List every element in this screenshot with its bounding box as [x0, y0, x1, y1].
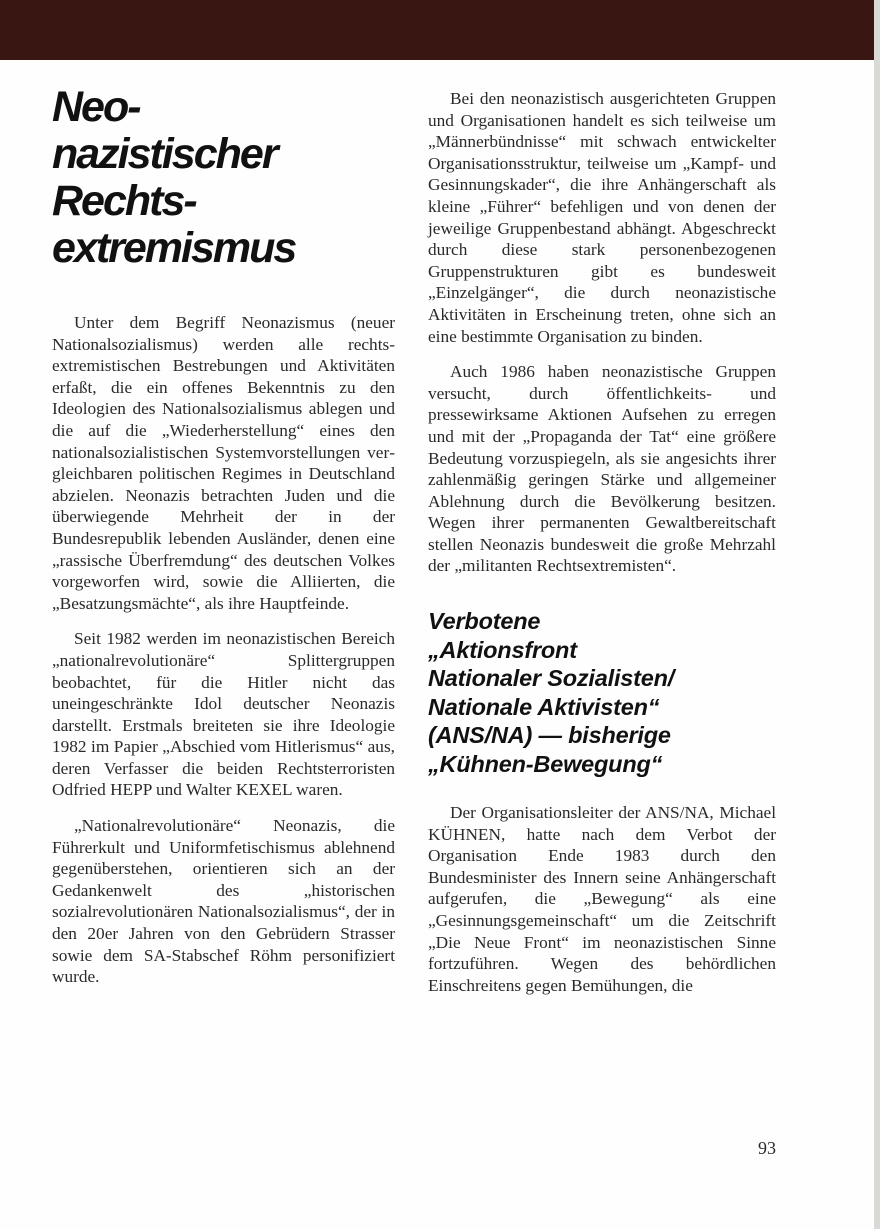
heading-line: Nationale Aktivisten“: [428, 693, 660, 720]
heading-line: Nationaler Sozialisten/: [428, 665, 675, 692]
heading-line: „Aktionsfront: [428, 636, 577, 663]
title-line: Rechts-: [52, 177, 196, 225]
title-line: extremismus: [52, 224, 296, 272]
page-number: 93: [758, 1138, 776, 1158]
page-title: [52, 84, 392, 272]
section-heading: [428, 607, 776, 778]
paragraph: „Nationalrevolutionäre“ Neonazis, die Führerkult und Uniformfetischismus ablehnend gegenüberstehen, orientieren sich an der Gedankenwelt des „historischen sozialrevolutionären Nationalsozialismus“, der in den 20er Jahren von den Gebrüdern Strasser sowie dem SA-Stabschef Röhm personifiziert wurde.: [52, 816, 395, 987]
heading-line: Verbotene: [428, 608, 541, 635]
paragraph: Unter dem Begriff Neonazismus (neuer Nationalsozialismus) werden alle rechtsextremistischen Bestrebungen und Aktivitäten erfaßt, die ein offenes Bekenntnis zu den Ideologien des Nationalsozialismus ablegen und die auf die „Wiederherstellung“ eines den nationalsozialistischen Systemvorstellungen vergleichbaren politischen Regimes in Deutschland abzielen. Neonazis betrachten Juden und die überwiegende Mehrheit der in der Bundesrepublik lebenden Ausländer, denen eine „rassische Überfremdung“ des deutschen Volkes vorgeworfen wird, sowie die Alliierten, die „Besatzungsmächte“, als ihre Hauptfeinde.: [52, 313, 395, 613]
left-column: [52, 312, 395, 1002]
right-column: [428, 88, 776, 1010]
paragraph: Bei den neonazistisch ausgerichteten Gruppen und Organisationen handelt es sich teilweise um „Männerbündnisse“ mit schwach entwickelter Organisationsstruktur, teilweise um „Kampf- und Gesinnungskader“, die ihre Anhängerschaft als kleine „Führer“ befehligen und von denen der jeweilige Gruppenbestand abhängt. Abgeschreckt durch diese stark personenbezogenen Gruppenstrukturen gibt es bundesweit „Einzelgänger“, die durch neonazistische Aktivitäten in Erscheinung treten, ohne sich an eine bestimmte Organisation zu binden.: [428, 89, 776, 346]
title-line: nazistischer: [52, 130, 277, 178]
paragraph: Der Organisationsleiter der ANS/NA, Michael KÜHNEN, hatte nach dem Verbot der Organisation Ende 1983 durch den Bundesminister des Innern seine Anhängerschaft aufgerufen, die „Bewegung“ als eine „Gesinnungsgemeinschaft“ um die Zeitschrift „Die Neue Front“ im neonazistischen Sinne fortzuführen. Wegen des behördlichen Einschreitens gegen Bemühungen, die: [428, 803, 776, 995]
heading-line: (ANS/NA) — bisherige: [428, 722, 671, 749]
heading-line: „Kühnen-Bewegung“: [428, 750, 663, 777]
paragraph: Auch 1986 haben neonazistische Gruppen versucht, durch öffentlichkeits- und pressewirksame Aktionen Aufsehen zu erregen und mit der „Propaganda der Tat“ eine größere Bedeutung vorzuspiegeln, als sie angesichts ihrer zahlenmäßig geringen Stärke und allgemeiner Ablehnung durch die Bevölkerung besitzen. Wegen ihrer permanenten Gewaltbereitschaft stellen Neonazis bundesweit die große Mehrzahl der „militanten Rechtsextremisten“.: [428, 362, 776, 576]
header-bar: [0, 0, 874, 60]
page-edge: [874, 0, 880, 1229]
title-line: Neo-: [52, 83, 140, 131]
paragraph: Seit 1982 werden im neonazistischen Bereich „nationalrevolutionäre“ Splittergruppen beobachtet, für die Hitler nicht das uneingeschränkte Idol deutscher Neonazis darstellt. Erstmals breiteten sie ihre Ideologie 1982 im Papier „Abschied vom Hitlerismus“ aus, deren Verfasser die beiden Rechtsterroristen Odfried HEPP und Walter KEXEL waren.: [52, 629, 395, 800]
